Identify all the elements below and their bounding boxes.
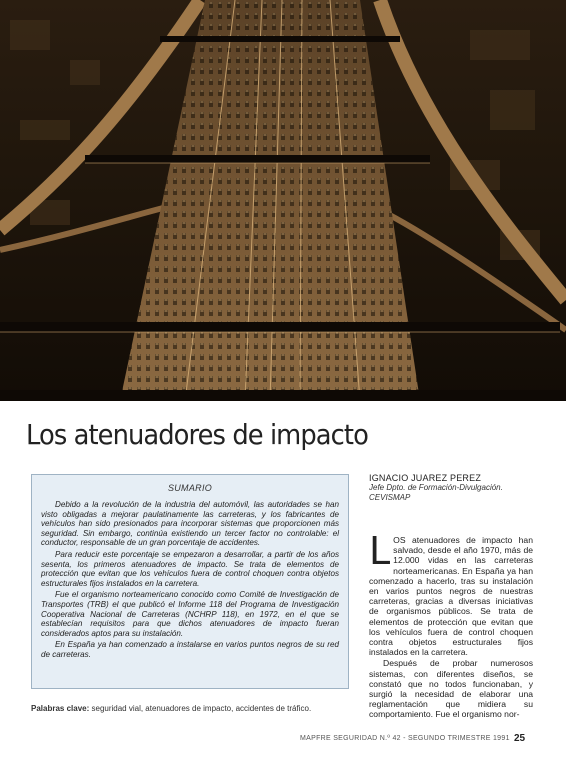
keywords-text: seguridad vial, atenuadores de impacto, accidentes de tráfico. <box>89 704 312 713</box>
sumario-paragraph: Debido a la revolución de la industria del automóvil, las autoridades se han visto obligadas a mejorar paulatinamente las carreteras, y los fabricantes de vehículos han sido presionados para incorporar sistemas que proporcionen más seguridad. Sin embargo, continúa existiendo un tercer factor no controlable: el conductor, responsable de un gran porcentaje de accidentes. <box>41 500 339 548</box>
keywords-label: Palabras clave: <box>31 704 90 713</box>
running-footer: MAPFRE SEGURIDAD N.º 42 - SEGUNDO TRIMESTRE 1991 <box>300 735 510 742</box>
sumario-paragraph: Fue el organismo norteamericano conocido como Comité de Investigación de Transportes (TRB) el que publicó el Informe 118 del Programa de Investigación Cooperativa Nacional de Carreteras (NCHRP 118), en 1972, en el que se establecían requisitos para que dichos atenuadores de impacto fueran considerados aptos para su instalación. <box>41 590 339 638</box>
author-role: Jefe Dpto. de Formación-Divulgación. <box>369 483 503 492</box>
body-paragraph <box>369 529 533 658</box>
sumario-heading: SUMARIO <box>167 483 213 493</box>
sumario-paragraph: Para reducir este porcentaje se empezaron a desarrollar, a partir de los años sesenta, los primeros atenuadores de impacto. Se trata de elementos de protección que evitan que los vehículos fuera de control choquen contra objetos estructurales fijos instalados en la carretera. <box>41 549 339 588</box>
body-paragraph-text: OS atenuadores de impacto han salvado, desde el año 1970, más de 12.000 vidas en las carreteras norteamericanas. En España ya han comenzado a hacerlo, tras su instalación en varios puntos negros de nuestras carreteras, gracias a diversas iniciativas de organismos públicos. Se trata de elementos de protección que evitan que los vehículos fuera de control choquen contra objetos estructurales fijos instalados en la carretera. <box>369 535 533 658</box>
body-paragraph: Después de probar numerosos sistemas, con diferentes diseños, se constató que no todos funcionaban, y surgió la necesidad de elaborar una reglamentación que midiera su comportamiento. Fue el organismo nor- <box>369 658 533 720</box>
article-title: Los atenuadores de impacto <box>26 418 368 451</box>
page-number: 25 <box>514 733 526 744</box>
author-name: IGNACIO JUAREZ PEREZ <box>369 473 482 483</box>
drop-cap: L <box>369 529 391 573</box>
body-column <box>369 529 533 721</box>
sumario-box <box>31 474 349 689</box>
author-organization: CEVISMAP <box>369 493 411 502</box>
keywords <box>31 704 349 714</box>
byline <box>369 473 544 503</box>
sumario-paragraph: En España ya han comenzado a instalarse en varios puntos negros de su red de carreteras. <box>41 640 339 659</box>
